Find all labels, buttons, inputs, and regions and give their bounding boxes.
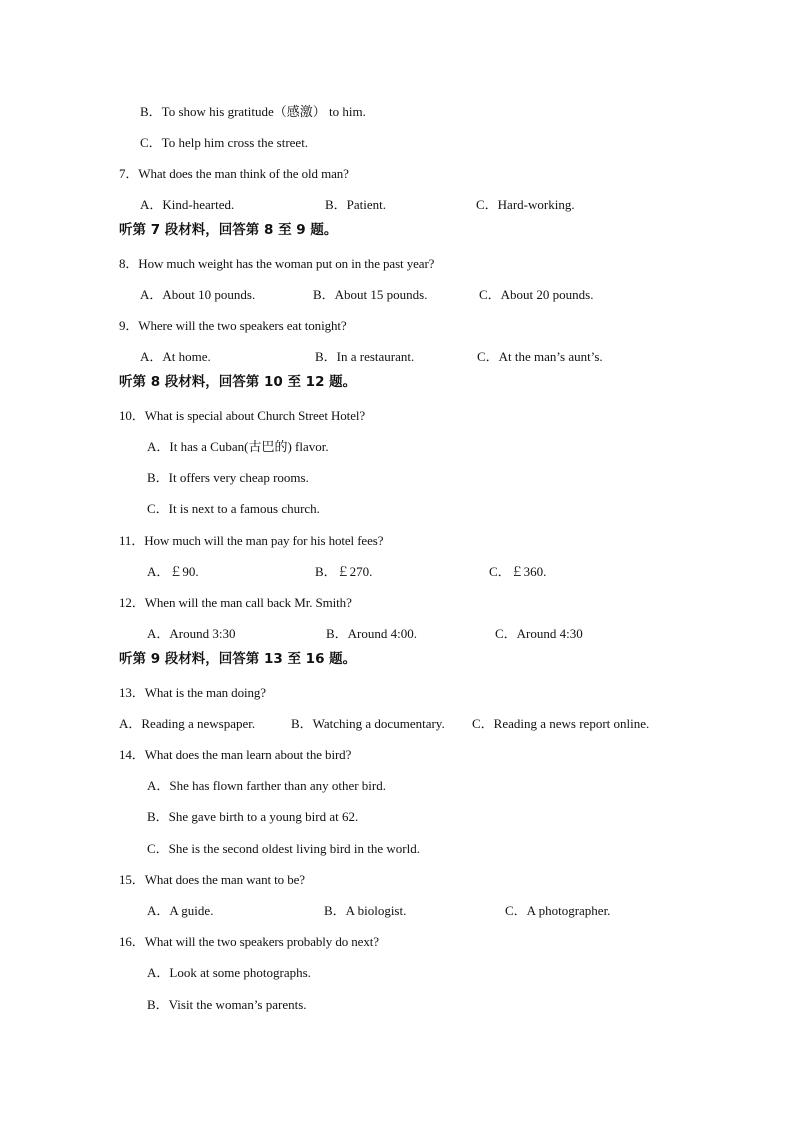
q10-option-b: B．It offers very cheap rooms. <box>147 470 309 485</box>
q16-option-b: B．Visit the woman’s parents. <box>147 997 307 1012</box>
q12-question: 12．When will the man call back Mr. Smith? <box>119 595 352 610</box>
q11-option-a: A．￡90. <box>147 564 199 579</box>
q9-option-a: A．At home. <box>140 349 211 364</box>
q12-option-b: B．Around 4:00. <box>326 626 418 641</box>
q13-question: 13．What is the man doing? <box>119 685 266 700</box>
section-7-heading: 听第 7 段材料，回答第 8 至 9 题。 <box>119 222 338 238</box>
q10-option-c: C．It is next to a famous church. <box>147 501 320 516</box>
q14-option-c: C．She is the second oldest living bird in the world. <box>147 841 420 856</box>
q16-option-a: A．Look at some photographs. <box>147 965 311 980</box>
q7-option-b: B．Patient. <box>325 197 387 212</box>
q6-option-b: B．To show his gratitude（感激） to him. <box>140 104 366 119</box>
q11-option-c: C．￡360. <box>489 564 547 579</box>
section-9-heading: 听第 9 段材料，回答第 13 至 16 题。 <box>119 651 357 667</box>
q8-option-b: B．About 15 pounds. <box>313 287 428 302</box>
q9-question: 9．Where will the two speakers eat tonight? <box>119 318 347 333</box>
q14-option-a: A．She has flown farther than any other bird. <box>147 778 386 793</box>
q14-option-b: B．She gave birth to a young bird at 62. <box>147 809 359 824</box>
q15-question: 15．What does the man want to be? <box>119 872 305 887</box>
q10-option-a: A．It has a Cuban(古巴的) flavor. <box>147 439 329 454</box>
q15-option-c: C．A photographer. <box>505 903 611 918</box>
q8-question: 8．How much weight has the woman put on in the past year? <box>119 256 435 271</box>
q16-question: 16．What will the two speakers probably do next? <box>119 934 379 949</box>
q8-option-c: C．About 20 pounds. <box>479 287 594 302</box>
q13-option-c: C．Reading a news report online. <box>472 716 650 731</box>
q10-question: 10．What is special about Church Street Hotel? <box>119 408 366 423</box>
q12-option-a: A．Around 3:30 <box>147 626 236 641</box>
q15-option-b: B．A biologist. <box>324 903 407 918</box>
q9-option-c: C．At the man’s aunt’s. <box>477 349 603 364</box>
q7-option-c: C．Hard-working. <box>476 197 575 212</box>
section-8-heading: 听第 8 段材料，回答第 10 至 12 题。 <box>119 374 357 390</box>
q7-option-a: A．Kind-hearted. <box>140 197 235 212</box>
q14-question: 14．What does the man learn about the bird? <box>119 747 352 762</box>
q13-option-a: A．Reading a newspaper. <box>119 716 256 731</box>
q12-option-c: C．Around 4:30 <box>495 626 583 641</box>
q11-question: 11．How much will the man pay for his hotel fees? <box>119 533 384 548</box>
q11-option-b: B．￡270. <box>315 564 373 579</box>
q6-option-c: C．To help him cross the street. <box>140 135 309 150</box>
q13-option-b: B．Watching a documentary. <box>291 716 445 731</box>
q9-option-b: B．In a restaurant. <box>315 349 415 364</box>
q7-question: 7．What does the man think of the old man? <box>119 166 349 181</box>
q8-option-a: A．About 10 pounds. <box>140 287 256 302</box>
q15-option-a: A．A guide. <box>147 903 214 918</box>
